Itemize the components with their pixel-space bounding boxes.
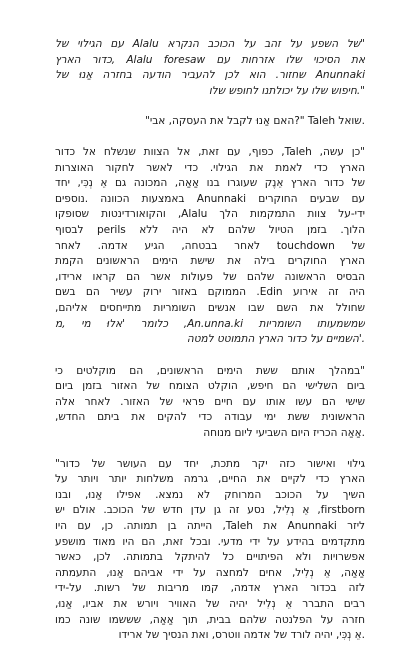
text-line: של כדור הארץ אֵנֶק שעוגרו בנו אַאַה, המכונה גם אֵ נְכִּי, יחד (55, 177, 365, 190)
text-line: הבסיס הראשונה שלהם של פעולות אשר הם קראו ארידו, (55, 270, 365, 283)
text-line: רבים התברר אֵ נְלִיל יהיה של האוויר ויורש את אביו, אַנוּ, (55, 598, 365, 610)
text-line: עם שבעים החוקרים Anunnaki באמצעות הכוונה .נוספים (55, 192, 365, 205)
text-line: את הסיכוי שלו אזרחות עם Alalu foresaw ,כדור הארץ (55, 53, 365, 66)
paragraph-4 (55, 364, 365, 442)
text-line: גילוי ואישור כזה יקר מתכת, יחד עם העושר של כדור" (55, 457, 365, 470)
text-line: שישי הם עשו אותו עם חיים פראי של האזור. לאחר אלה (55, 395, 365, 408)
text-line: .אֵ נְכִּי, יהיה לורד של אדמה ווטרס, ואת הנסיך של ארידו (118, 629, 365, 642)
text-line: היה זה אירוע Edin. הממוקם באזור ירוק עשיר הם בשם (55, 286, 365, 299)
text-line: של touchdown לאחר בבטחה, הגיע אדמה. לאחר (55, 239, 365, 252)
text-line: לזה בכדור הארץ אדמה, קמו מריבות של רשות. על-ידי (55, 582, 365, 595)
paragraph-2 (55, 114, 365, 130)
text-line: הלוך. בזמן הטיול שלהם לא היה ללא perils לבסוף (55, 223, 365, 236)
text-line: שחולל את השם שבו אנשים השומריות מתייחסים אליהם, (55, 301, 365, 314)
text-line: שמשמעותו השומריות An.unna.ki, כלומר 'אלוּ מי ,מ (55, 317, 365, 330)
text-line: אַאַה, אֵ נְלִיל, אחים למחצה על ידי אביהם אַנוּ, התעמתה (55, 566, 365, 579)
paragraph-1 (55, 37, 365, 99)
text-line: אפשרויות ולא הפיתויים כל להיתקל בתמותה. לכן, כאשר (55, 551, 365, 564)
paragraph-3 (55, 145, 365, 348)
text-line: הארץ החוקרים בילה את שישת הימים הראשונים הקמת (55, 255, 365, 268)
text-line: .אַאַה הכריז היום השביעי ליום מנוחה (203, 427, 365, 440)
text-line: "של השפע על זהב על הכוכב הנקרא Alalu עם הגילוי של (55, 38, 365, 50)
text-line: .'השמיים על כדור הארץ התמוטט למטה (186, 333, 365, 346)
text-line: ידי-על צוות התמקמות הלך Alalu, והקואורדינטות שסופקו (55, 208, 365, 221)
text-line: .שואל Taleh "?האם אַנוּ לקבל את העסקה, אבי" (145, 115, 365, 128)
text-line: חזרה על הפלנטה שלהם בבית, תוך אַאַה, שששמו שונה כמו (55, 613, 365, 626)
text-line: ביום השלישי הם חיפש, הוקלט הצומח של האזור בזמן ביום (55, 380, 365, 393)
text-line: הארץ כדי לאמת את הגילוי. כדי לאשר לחקור האוצרות (55, 161, 365, 174)
text-line: מתקדמים בהידע על ידי מדעי. ובכל זאת, הם היו מאוד מושפע (55, 535, 365, 548)
text-line: "כן עשה, Taleh, כפוף, עם זאת, אל הצוות שנשלח אל כדור (55, 145, 365, 158)
text-line: ליזר Anunnaki את Taleh, הייתה בן תמותה. כן, עם היו (55, 520, 365, 533)
text-line: Anunnaki שחזור. הוא לכן להעביר הודעה בחזרה אַנוּ של (55, 69, 365, 82)
text-line: הראשונית ששת ימי עבודה כדי להקים את ביתם החדש, (55, 411, 365, 424)
text-column (55, 37, 365, 659)
text-line: firstborn, אֵ נְלִיל, נסע זה גן עדן חדש של הכוכב. אולם יש (55, 504, 365, 517)
paragraph-5 (55, 457, 365, 644)
text-line: "במהלך אותם ששת הימים הראשונים, הם מוקלטים כי (55, 364, 365, 377)
text-line: הארץ כדי לקיים את החיים, גרמה משלחות יותר ויותר על (55, 473, 365, 486)
text-line: ".חיפוש שלו על יכולתנו לחופש שלו (208, 84, 365, 97)
text-line: השיך על הכוכב המרוחק לא נמצא. אפילו אַנוּ, ובנו (55, 488, 365, 501)
